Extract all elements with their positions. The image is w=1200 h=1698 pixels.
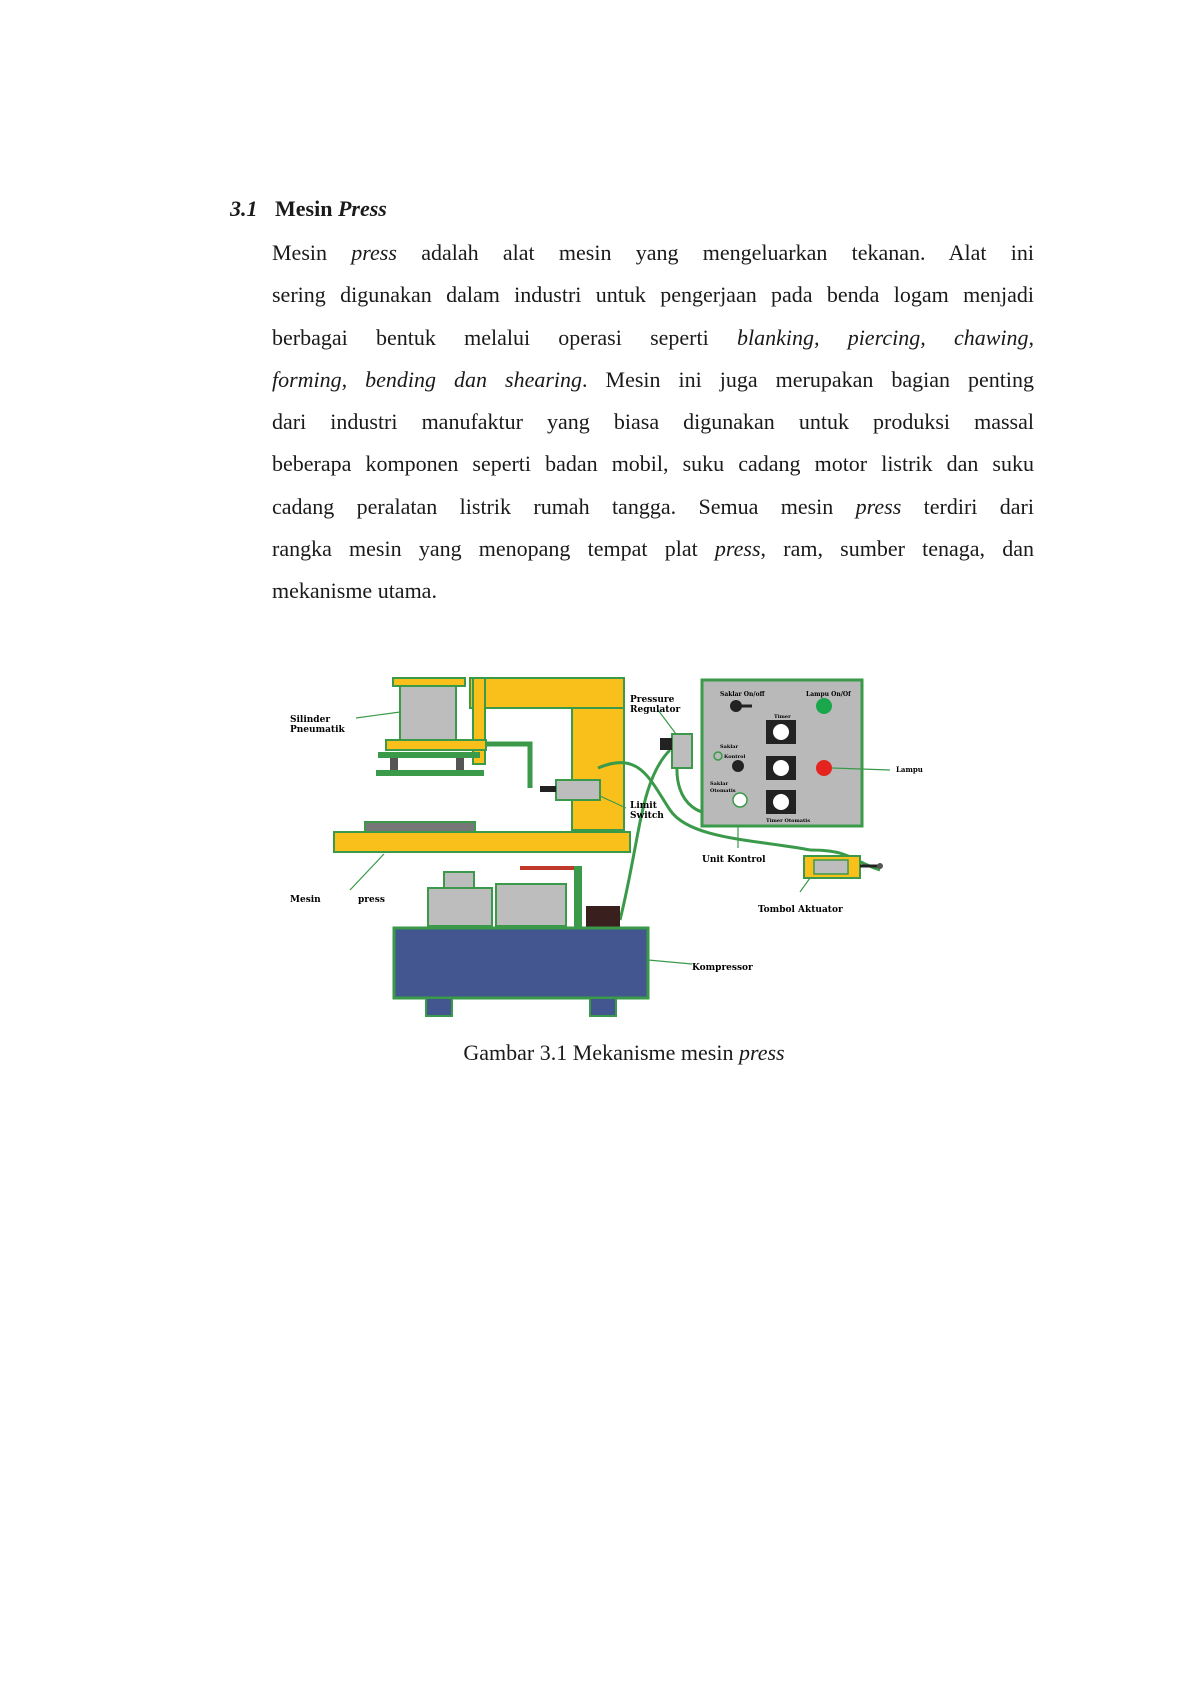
paragraph-run: cadang peralatan listrik rumah tangga. Semua mesin xyxy=(272,493,856,519)
label-limit-1: Limit xyxy=(630,801,657,811)
lamp-red-icon xyxy=(816,760,832,776)
paragraph-run: press xyxy=(714,536,761,562)
paragraph-line xyxy=(272,570,1034,612)
label-saklar-otomatis-1: Saklar xyxy=(710,781,729,787)
label-saklar-otomatis-2: Otomatis xyxy=(710,788,736,794)
control-panel xyxy=(702,680,890,826)
press-mechanism-diagram xyxy=(290,660,990,1040)
label-timer-otomatis: Timer Otomatis xyxy=(766,818,811,824)
compressor xyxy=(394,866,692,1016)
press-frame xyxy=(334,678,630,852)
paragraph-run: press xyxy=(351,240,397,265)
paragraph-run: beberapa komponen seperti badan mobil, suku cadang motor listrik dan suku xyxy=(272,451,1034,477)
saklar-kontrol-knob-icon xyxy=(732,760,744,772)
paragraph-line xyxy=(272,317,1034,359)
paragraph-line xyxy=(272,528,1034,570)
timer-otomatis-dial-icon xyxy=(773,794,789,810)
section-number: 3.1 xyxy=(230,196,258,221)
paragraph-line xyxy=(272,232,1034,274)
label-timer: Timer xyxy=(774,714,791,720)
paragraph-run: mekanisme utama. xyxy=(272,578,437,604)
paragraph-run: , ram, sumber tenaga, dan xyxy=(760,536,1035,562)
paragraph-run: sering digunakan dalam industri untuk pengerjaan pada benda logam menjadi xyxy=(272,282,1034,308)
paragraph-run: adalah alat mesin yang mengeluarkan tekanan. Alat ini xyxy=(396,240,1034,265)
lamp-green-icon xyxy=(816,698,832,714)
caption-italic: press xyxy=(738,1040,785,1065)
timer-dial-icon xyxy=(773,724,789,740)
section-title-plain: Mesin xyxy=(275,196,333,221)
paragraph-line xyxy=(272,274,1034,316)
label-saklar-onoff: Saklar On/off xyxy=(720,691,765,698)
label-saklar-kontrol-2: Kontrol xyxy=(724,754,746,760)
paragraph-run: rangka mesin yang menopang tempat plat xyxy=(272,536,715,562)
paragraph-line xyxy=(272,359,1034,401)
section-title-italic: Press xyxy=(337,196,387,221)
paragraph-run: . Mesin ini juga merupakan bagian penting xyxy=(582,366,1034,392)
label-lampu-onoff: Lampu On/Of xyxy=(806,691,851,698)
paragraph-line xyxy=(272,486,1034,528)
paragraph-run: Mesin xyxy=(272,240,352,265)
paragraph-run: berbagai bentuk melalui operasi seperti xyxy=(272,324,737,350)
section-heading xyxy=(230,196,387,222)
saklar-otomatis-icon xyxy=(733,793,747,807)
label-tombol-aktuator: Tombol Aktuator xyxy=(758,905,843,915)
figure-caption xyxy=(0,1040,1200,1066)
label-silinder-2: Pneumatik xyxy=(290,725,345,735)
label-lampu: Lampu xyxy=(896,765,923,774)
label-kompressor: Kompressor xyxy=(692,963,753,973)
paragraph-run: terdiri dari xyxy=(901,493,1034,519)
label-mesin: Mesin xyxy=(290,895,321,905)
label-saklar-kontrol-1: Saklar xyxy=(720,744,739,750)
tombol-aktuator xyxy=(800,856,883,892)
paragraph-run: forming, bending dan shearing xyxy=(272,366,583,392)
paragraph-run: blanking, piercing, chawing, xyxy=(736,324,1034,350)
press-mechanism-figure xyxy=(290,660,990,1040)
label-press: press xyxy=(358,895,385,905)
timer-dial-2-icon xyxy=(773,760,789,776)
body-paragraph xyxy=(272,232,1034,613)
paragraph-run: press xyxy=(855,493,902,519)
label-unit-kontrol: Unit Kontrol xyxy=(702,855,766,865)
label-silinder-1: Silinder xyxy=(290,715,331,725)
label-pressure-1: Pressure xyxy=(630,695,675,705)
paragraph-run: dari industri manufaktur yang biasa digunakan untuk produksi massal xyxy=(272,409,1034,435)
caption-text: Gambar 3.1 Mekanisme mesin xyxy=(463,1040,734,1065)
label-limit-2: Switch xyxy=(630,811,664,821)
label-pressure-2: Regulator xyxy=(630,705,681,715)
paragraph-line xyxy=(272,443,1034,485)
paragraph-line xyxy=(272,401,1034,443)
